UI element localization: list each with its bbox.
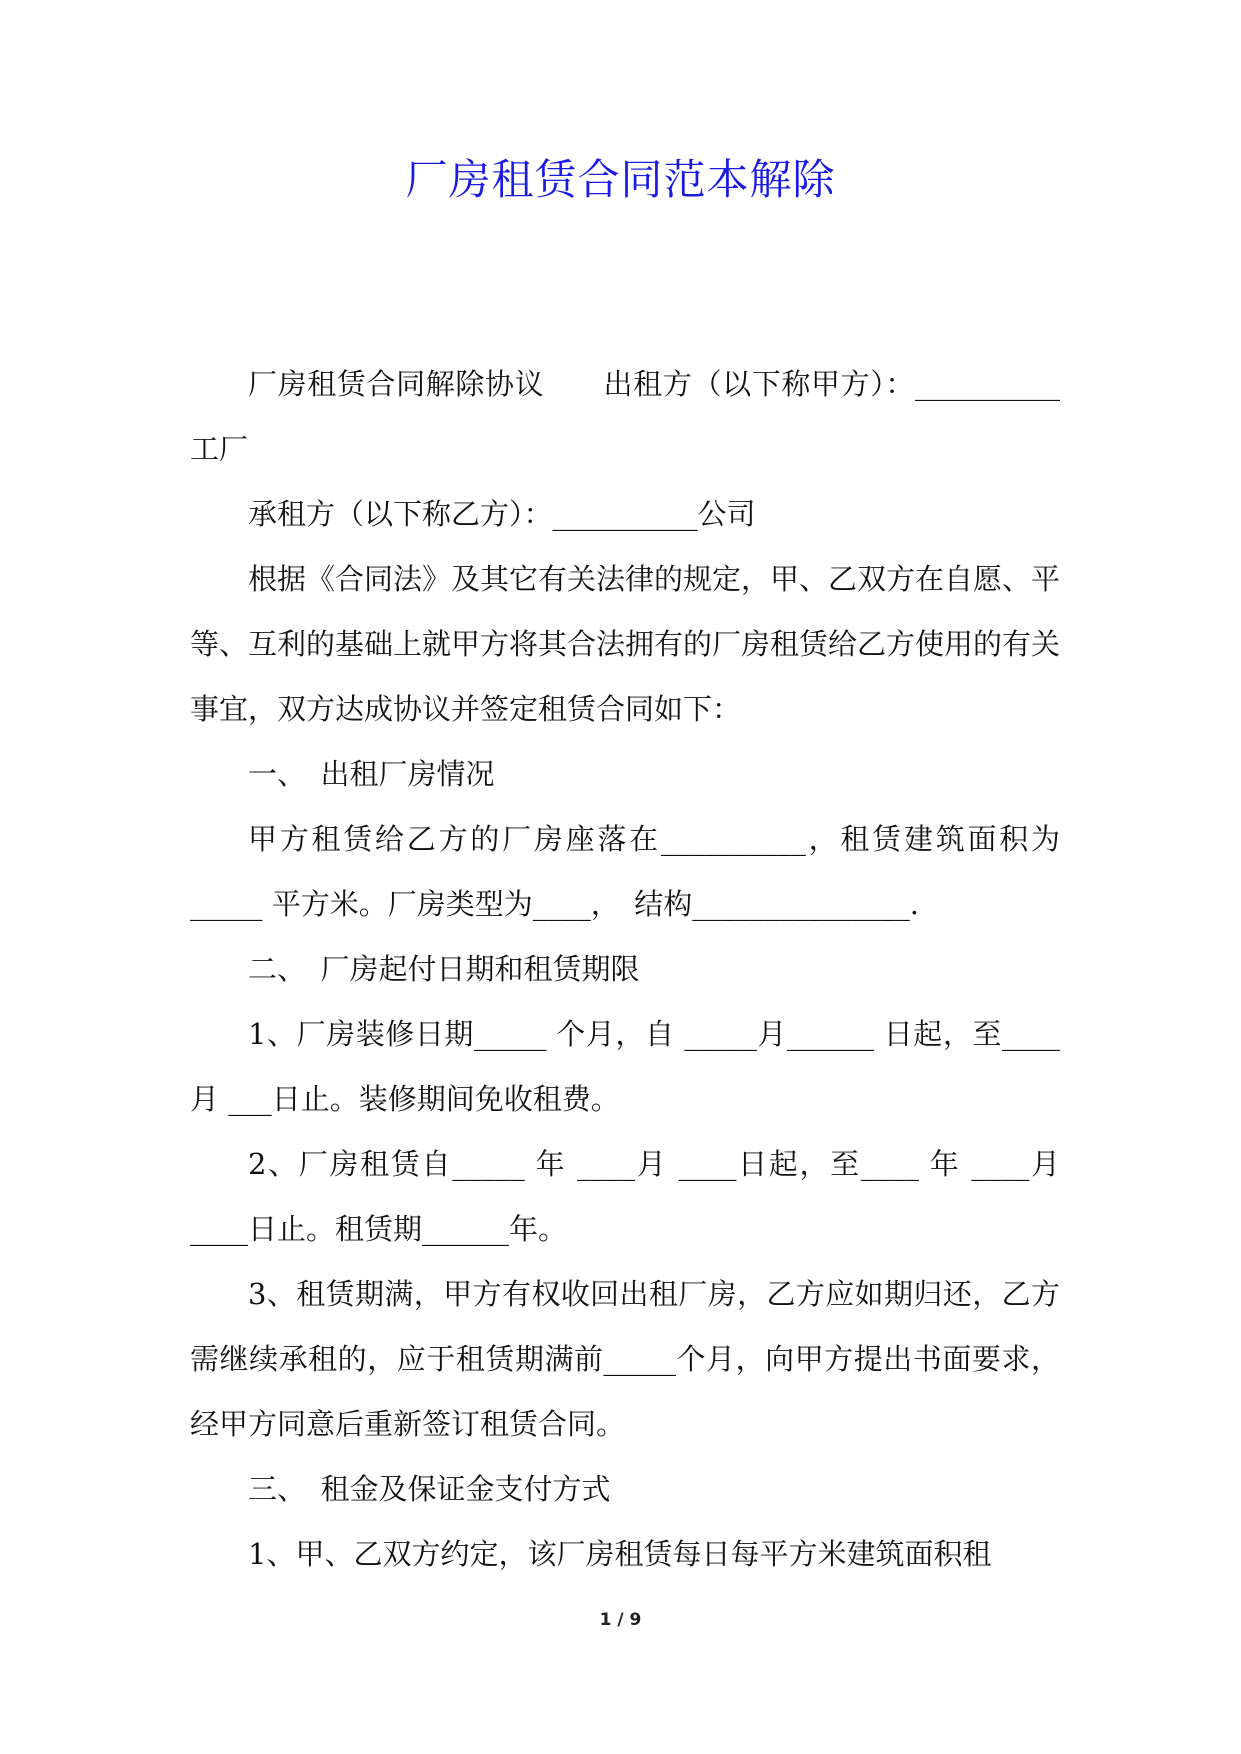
section-heading-3: 三、 租金及保证金支付方式 [248,1472,611,1506]
page-number: 1 / 9 [599,1610,642,1630]
paragraph-parties-lessor: 厂房租赁合同解除协议 出租方（以下称甲方）：__________工厂 [190,367,1060,466]
paragraph-parties-lessee: 承租方（以下称乙方）：__________公司 [248,497,756,531]
document-body [190,352,1060,1587]
paragraph-renovation-period: 1、厂房装修日期_____ 个月，自 _____月______ 日起，至____月 ___日止。装修期间免收租费。 [190,1017,1060,1116]
section-heading-2: 二、 厂房起付日期和租赁期限 [248,952,640,986]
paragraph-lease-expiry: 3、租赁期满，甲方有权收回出租厂房，乙方应如期归还，乙方需继续承租的，应于租赁期满前_____个月，向甲方提出书面要求，经甲方同意后重新签订租赁合同。 [190,1277,1060,1441]
paragraph-rent-agreement: 1、甲、乙双方约定，该厂房租赁每日每平方米建筑面积租 [248,1537,992,1571]
paragraph-lease-term: 2、厂房租赁自_____ 年 ____月 ____日起，至____ 年 ____月____日止。租赁期______年。 [190,1147,1060,1246]
paragraph-preamble: 根据《合同法》及其它有关法律的规定，甲、乙双方在自愿、平等、互利的基础上就甲方将其合法拥有的厂房租赁给乙方使用的有关事宜，双方达成协议并签定租赁合同如下： [190,562,1061,726]
document-title: 厂房租赁合同范本解除 [405,155,836,204]
paragraph-factory-details: 甲方租赁给乙方的厂房座落在__________，租赁建筑面积为_____ 平方米。厂房类型为____， 结构_______________. [190,822,1060,921]
section-heading-1: 一、 出租厂房情况 [248,757,495,791]
